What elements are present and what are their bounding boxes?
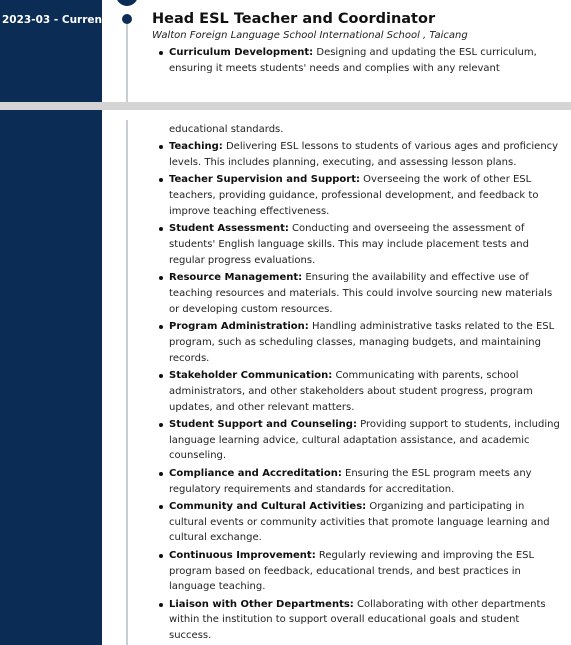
- duty-text: Communicating with parents, school administrators, and other stakeholders about student progress, program updates, and other relevant matters.: [169, 369, 533, 413]
- duty-label: Resource Management:: [169, 272, 303, 284]
- duty-item: [169, 45, 561, 77]
- duties-list-top: [169, 45, 561, 78]
- page-break: [0, 102, 571, 110]
- sidebar: [0, 110, 102, 645]
- timeline-line: [126, 120, 128, 645]
- duty-item: [169, 548, 561, 595]
- duty-label: Program Administration:: [169, 321, 309, 333]
- duty-text: Ensuring the availability and effective use of teaching resources and materials. This could involve sourcing new materials or developing custom resources.: [169, 272, 553, 315]
- duty-item: [169, 221, 561, 268]
- date-range: 2023-03 - Current: [2, 14, 108, 26]
- duty-text: Organizing and participating in cultural events or community activities that promote language learning and cultural exchange.: [169, 500, 550, 544]
- job-title: Head ESL Teacher and Coordinator: [152, 11, 436, 27]
- employer: Walton Foreign Language School International School , Taicang: [152, 30, 468, 41]
- duty-item: [169, 417, 561, 464]
- timeline-line: [126, 14, 128, 102]
- duty-item: [169, 270, 561, 317]
- duty-label: Continuous Improvement:: [169, 549, 316, 561]
- duty-item: [169, 466, 561, 498]
- duty-item: [169, 597, 561, 644]
- duty-label: Teacher Supervision and Support:: [169, 174, 360, 186]
- duty-continuation: educational standards.: [169, 124, 284, 135]
- duty-item: [169, 139, 561, 171]
- duty-text: Designing and updating the ESL curriculum, ensuring it meets students' needs and complies with any relevant: [169, 47, 537, 74]
- duty-item: [169, 368, 561, 415]
- duty-label: Student Support and Counseling:: [169, 418, 357, 430]
- duties-list: [169, 122, 561, 645]
- duty-label: Student Assessment:: [169, 223, 289, 235]
- resume-page-top: [0, 0, 571, 102]
- duty-label: Stakeholder Communication:: [169, 369, 333, 381]
- duty-label: Compliance and Accreditation:: [169, 467, 342, 479]
- duty-label: Liaison with Other Departments:: [169, 598, 354, 610]
- duty-text: Providing support to students, including language learning advice, cultural adaptation assistance, and academic counseling.: [169, 418, 560, 462]
- duty-text: Conducting and overseeing the assessment of students' English language skills. This may include placement tests and regular progress evaluations.: [169, 223, 529, 266]
- duty-label: Curriculum Development:: [169, 47, 314, 58]
- duty-item: [169, 499, 561, 546]
- duty-item: [169, 172, 561, 219]
- duty-text: Handling administrative tasks related to the ESL program, such as scheduling classes, managing budgets, and maintaining records.: [169, 321, 555, 364]
- duty-label: Community and Cultural Activities:: [169, 500, 367, 512]
- timeline-dot: [122, 14, 132, 24]
- duty-text: Regularly reviewing and improving the ESL program based on feedback, educational trends, and best practices in language teaching.: [169, 549, 535, 593]
- duty-text: Overseeing the work of other ESL teachers, providing guidance, professional development, and feedback to improve teaching effectiveness.: [169, 174, 539, 217]
- duty-text: Delivering ESL lessons to students of various ages and proficiency levels. This includes planning, executing, and assessing lesson plans.: [169, 141, 559, 169]
- sidebar: [0, 0, 108, 102]
- duty-item: [169, 319, 561, 366]
- section-icon-circle: [116, 0, 138, 6]
- duty-text: Collaborating with other departments within the institution to support overall educational goals and student success.: [169, 598, 546, 642]
- duty-text: Ensuring the ESL program meets any regulatory requirements and standards for accreditation.: [169, 467, 532, 495]
- duty-label: Teaching:: [169, 141, 223, 153]
- resume-page-bottom: [0, 110, 571, 645]
